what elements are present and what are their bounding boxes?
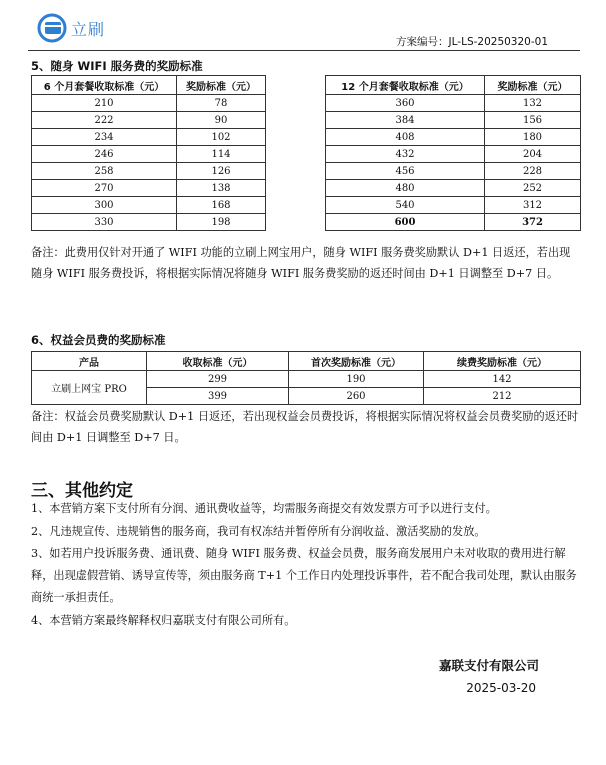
table-cell: 212 xyxy=(424,388,581,405)
table-header: 12 个月套餐收取标准（元） xyxy=(326,76,485,95)
table-cell: 384 xyxy=(326,112,485,129)
table-cell: 456 xyxy=(326,163,485,180)
wifi-6-month-table xyxy=(31,75,266,231)
table-cell: 168 xyxy=(177,197,266,214)
table-cell: 228 xyxy=(485,163,581,180)
table-row xyxy=(326,129,581,146)
section-title-equity: 6、权益会员费的奖励标准 xyxy=(31,333,166,347)
table-row xyxy=(326,214,581,231)
clause-4: 4、本营销方案最终解释权归嘉联支付有限公司所有。 xyxy=(31,614,296,627)
table-header: 产品 xyxy=(32,352,147,371)
table-cell: 600 xyxy=(326,214,485,231)
clause-1: 1、本营销方案下支付所有分润、通讯费收益等，均需服务商提交有效发票方可予以进行支付。 xyxy=(31,502,497,515)
table-cell: 132 xyxy=(485,95,581,112)
table-cell: 300 xyxy=(32,197,177,214)
table-cell: 114 xyxy=(177,146,266,163)
logo-card-icon xyxy=(37,13,67,43)
table-header: 首次奖励标准（元） xyxy=(289,352,424,371)
signature-company: 嘉联支付有限公司 xyxy=(438,658,539,673)
table-row xyxy=(32,95,266,112)
table-cell: 330 xyxy=(32,214,177,231)
table-row xyxy=(32,371,581,388)
table-header: 续费奖励标准（元） xyxy=(424,352,581,371)
table-cell: 138 xyxy=(177,180,266,197)
table-header: 6 个月套餐收取标准（元） xyxy=(32,76,177,95)
table-cell: 180 xyxy=(485,129,581,146)
table-cell: 312 xyxy=(485,197,581,214)
table-row xyxy=(32,129,266,146)
table-cell: 102 xyxy=(177,129,266,146)
table-cell: 90 xyxy=(177,112,266,129)
table-cell: 156 xyxy=(485,112,581,129)
table-cell: 78 xyxy=(177,95,266,112)
table-row xyxy=(32,163,266,180)
equity-fee-table xyxy=(31,351,581,405)
table-cell: 234 xyxy=(32,129,177,146)
table-header: 收取标准（元） xyxy=(147,352,289,371)
section-title-wifi: 5、随身 WIFI 服务费的奖励标准 xyxy=(31,59,203,73)
table-cell: 399 xyxy=(147,388,289,405)
table-cell: 210 xyxy=(32,95,177,112)
table-cell: 190 xyxy=(289,371,424,388)
table-cell: 126 xyxy=(177,163,266,180)
table-row xyxy=(326,180,581,197)
signature-date: 2025-03-20 xyxy=(466,681,536,695)
equity-note: 备注：权益会员费奖励默认 D+1 日返还，若出现权益会员费投诉，将根据实际情况将权益会员费奖励的返还时间由 D+1 日调整至 D+7 日。 xyxy=(31,410,579,444)
table-row xyxy=(326,163,581,180)
table-cell: 480 xyxy=(326,180,485,197)
table-cell: 408 xyxy=(326,129,485,146)
table-cell: 260 xyxy=(289,388,424,405)
table-row xyxy=(32,146,266,163)
table-cell: 252 xyxy=(485,180,581,197)
table-row xyxy=(326,146,581,163)
table-cell: 270 xyxy=(32,180,177,197)
table-cell: 198 xyxy=(177,214,266,231)
table-cell: 204 xyxy=(485,146,581,163)
product-cell: 立刷上网宝 PRO xyxy=(32,371,147,405)
company-logo xyxy=(37,13,105,43)
section-title-other: 三、其他约定 xyxy=(31,481,133,501)
clause-3: 3、如若用户投诉服务费、通讯费、随身 WIFI 服务费、权益会员费，服务商发展用户未对收取的费用进行解释，出现虚假营销、诱导宣传等，须由服务商 T+1 个工作日内处理投诉事件，若不配合我司处理，默认由服务商统一承担责任。 xyxy=(31,547,577,604)
wifi-note: 备注：此费用仅针对开通了 WIFI 功能的立刷上网宝用户，随身 WIFI 服务费奖励默认 D+1 日返还，若出现随身 WIFI 服务费投诉，将根据实际情况将随身 WIFI 服务费奖励的返还时间由 D+1 日调整至 D+7 日。 xyxy=(31,246,571,280)
logo-text: 立刷 xyxy=(71,19,106,39)
table-cell: 372 xyxy=(485,214,581,231)
table-cell: 222 xyxy=(32,112,177,129)
header-divider xyxy=(28,50,580,51)
table-row xyxy=(32,180,266,197)
page-header xyxy=(0,0,606,56)
table-cell: 258 xyxy=(32,163,177,180)
wifi-12-month-table xyxy=(325,75,581,231)
table-row xyxy=(326,112,581,129)
table-row xyxy=(32,112,266,129)
table-cell: 540 xyxy=(326,197,485,214)
clause-2: 2、凡违规宣传、违规销售的服务商，我司有权冻结并暂停所有分润收益、激活奖励的发放。 xyxy=(31,525,486,538)
table-header: 奖励标准（元） xyxy=(177,76,266,95)
table-row xyxy=(32,197,266,214)
table-row xyxy=(326,95,581,112)
table-cell: 360 xyxy=(326,95,485,112)
table-cell: 299 xyxy=(147,371,289,388)
plan-number: 方案编号：JL-LS-20250320-01 xyxy=(396,36,548,48)
table-cell: 432 xyxy=(326,146,485,163)
table-row xyxy=(326,197,581,214)
table-row xyxy=(32,214,266,231)
table-cell: 246 xyxy=(32,146,177,163)
table-cell: 142 xyxy=(424,371,581,388)
table-header: 奖励标准（元） xyxy=(485,76,581,95)
